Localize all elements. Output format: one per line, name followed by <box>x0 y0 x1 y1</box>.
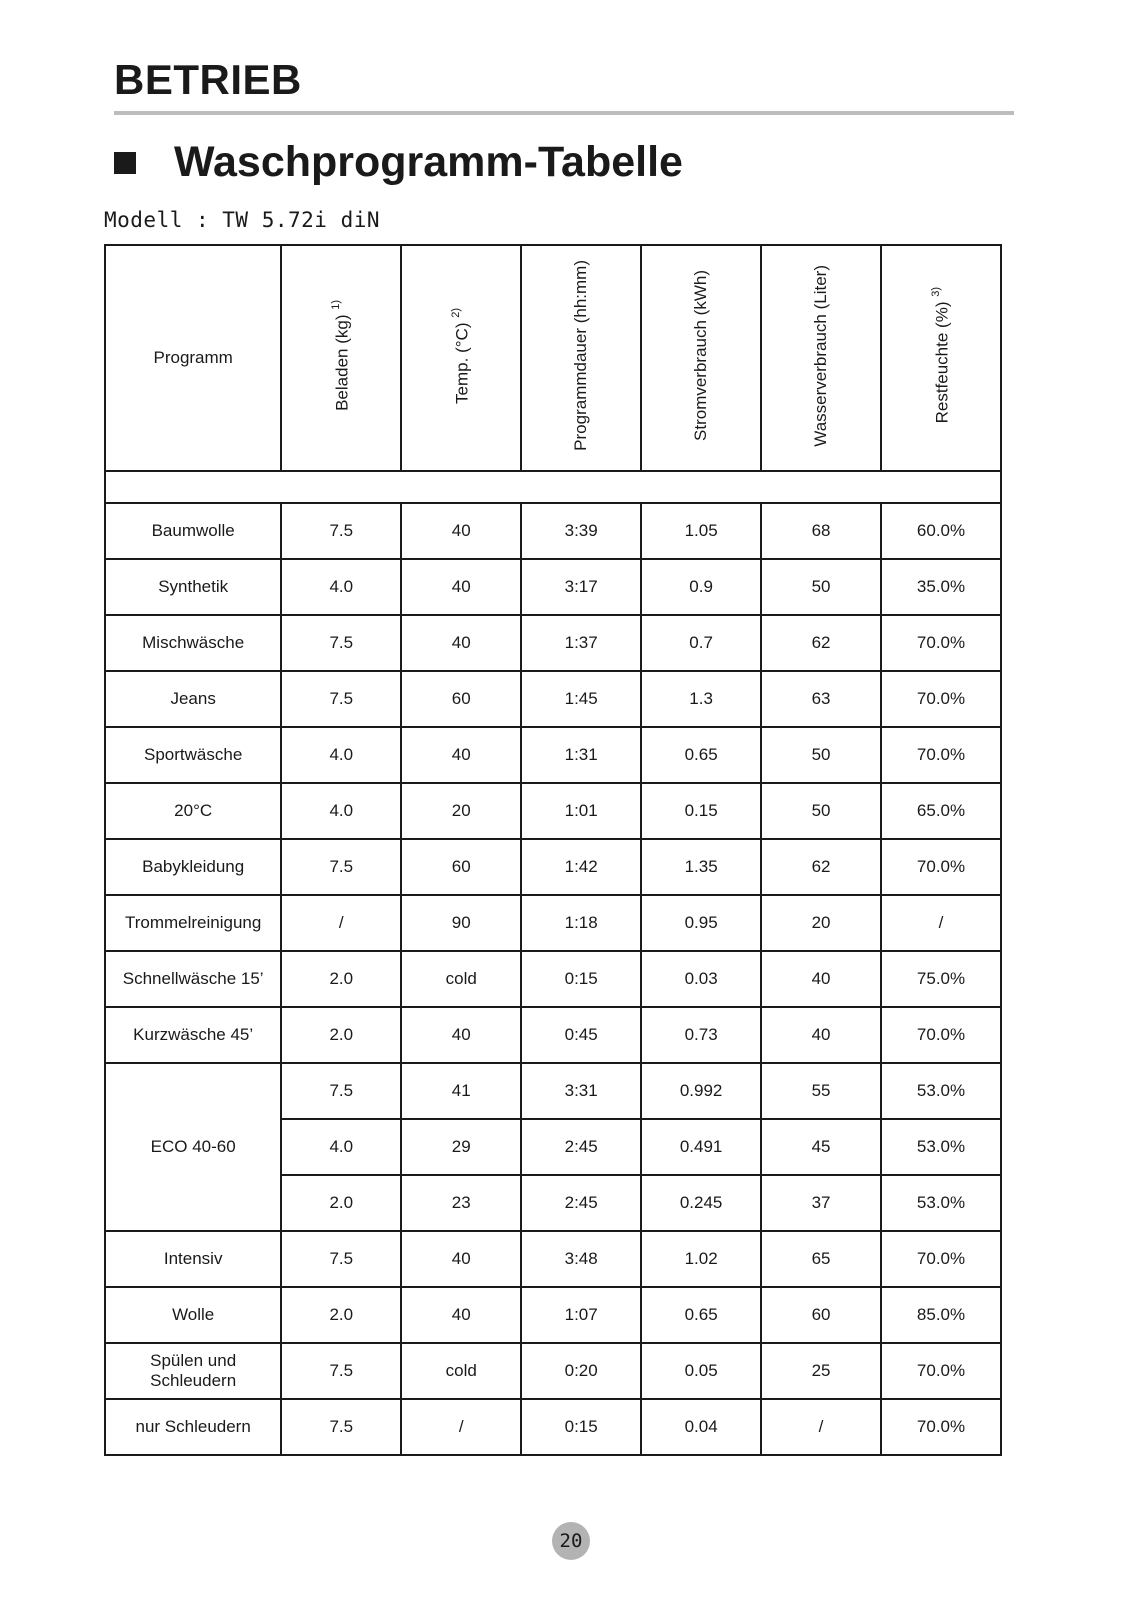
power-cell: 1.05 <box>641 503 761 559</box>
water-cell: 20 <box>761 895 881 951</box>
program-cell: Wolle <box>105 1287 281 1343</box>
program-cell: nur Schleudern <box>105 1399 281 1455</box>
section-title: BETRIEB <box>114 56 302 103</box>
section-divider <box>114 111 1014 115</box>
header-moisture: Restfeuchte (%) $^{3)}$ <box>881 245 1001 471</box>
moisture-cell: 65.0% <box>881 783 1001 839</box>
water-cell: 40 <box>761 1007 881 1063</box>
moisture-cell: 60.0% <box>881 503 1001 559</box>
moisture-cell: / <box>881 895 1001 951</box>
table-row <box>105 1231 1001 1287</box>
wash-program-table <box>104 244 1002 1456</box>
subsection-heading <box>114 138 683 187</box>
water-cell: / <box>761 1399 881 1455</box>
load-cell: 2.0 <box>281 951 401 1007</box>
table-row <box>105 895 1001 951</box>
water-cell: 62 <box>761 615 881 671</box>
moisture-cell: 70.0% <box>881 1399 1001 1455</box>
power-cell: 1.3 <box>641 671 761 727</box>
load-cell: 7.5 <box>281 671 401 727</box>
moisture-cell: 70.0% <box>881 1231 1001 1287</box>
moisture-cell: 70.0% <box>881 671 1001 727</box>
load-cell: 2.0 <box>281 1287 401 1343</box>
power-cell: 0.7 <box>641 615 761 671</box>
temp-cell: 60 <box>401 671 521 727</box>
duration-cell: 1:18 <box>521 895 641 951</box>
duration-cell: 3:48 <box>521 1231 641 1287</box>
program-cell: Intensiv <box>105 1231 281 1287</box>
program-cell: Synthetik <box>105 559 281 615</box>
temp-cell: cold <box>401 951 521 1007</box>
header-power: Stromverbrauch (kWh) <box>641 245 761 471</box>
moisture-cell: 70.0% <box>881 727 1001 783</box>
header-temp: Temp. (°C) $^{2)}$ <box>401 245 521 471</box>
page-number-badge: 20 <box>552 1522 590 1560</box>
temp-cell: 40 <box>401 1231 521 1287</box>
duration-cell: 1:37 <box>521 615 641 671</box>
duration-cell: 1:01 <box>521 783 641 839</box>
program-cell: ECO 40-60 <box>105 1063 281 1231</box>
water-cell: 45 <box>761 1119 881 1175</box>
moisture-cell: 75.0% <box>881 951 1001 1007</box>
program-cell: Babykleidung <box>105 839 281 895</box>
water-cell: 62 <box>761 839 881 895</box>
temp-cell: 60 <box>401 839 521 895</box>
power-cell: 1.02 <box>641 1231 761 1287</box>
duration-cell: 3:39 <box>521 503 641 559</box>
water-cell: 50 <box>761 727 881 783</box>
program-cell: 20°C <box>105 783 281 839</box>
moisture-cell: 70.0% <box>881 1343 1001 1399</box>
temp-cell: 40 <box>401 1007 521 1063</box>
table-row <box>105 503 1001 559</box>
program-cell: Kurzwäsche 45’ <box>105 1007 281 1063</box>
load-cell: / <box>281 895 401 951</box>
program-cell: Mischwäsche <box>105 615 281 671</box>
water-cell: 40 <box>761 951 881 1007</box>
power-cell: 0.04 <box>641 1399 761 1455</box>
model-label: Modell : TW 5.72i diN <box>104 208 381 232</box>
duration-cell: 0:20 <box>521 1343 641 1399</box>
program-cell: Jeans <box>105 671 281 727</box>
water-cell: 55 <box>761 1063 881 1119</box>
table-body <box>105 503 1001 1455</box>
power-cell: 0.03 <box>641 951 761 1007</box>
program-cell: Trommelreinigung <box>105 895 281 951</box>
duration-cell: 1:31 <box>521 727 641 783</box>
header-duration: Programmdauer (hh:mm) <box>521 245 641 471</box>
moisture-cell: 35.0% <box>881 559 1001 615</box>
table-header-row <box>105 245 1001 471</box>
table-row <box>105 1287 1001 1343</box>
duration-cell: 0:45 <box>521 1007 641 1063</box>
water-cell: 37 <box>761 1175 881 1231</box>
table-row <box>105 839 1001 895</box>
temp-cell: cold <box>401 1343 521 1399</box>
moisture-cell: 53.0% <box>881 1063 1001 1119</box>
temp-cell: 40 <box>401 1287 521 1343</box>
power-cell: 0.65 <box>641 1287 761 1343</box>
temp-cell: 40 <box>401 615 521 671</box>
load-cell: 7.5 <box>281 615 401 671</box>
temp-cell: 40 <box>401 727 521 783</box>
temp-cell: 90 <box>401 895 521 951</box>
temp-cell: 23 <box>401 1175 521 1231</box>
table-row <box>105 1063 1001 1119</box>
moisture-cell: 70.0% <box>881 1007 1001 1063</box>
water-cell: 25 <box>761 1343 881 1399</box>
duration-cell: 2:45 <box>521 1175 641 1231</box>
power-cell: 0.992 <box>641 1063 761 1119</box>
moisture-cell: 70.0% <box>881 615 1001 671</box>
header-water: Wasserverbrauch (Liter) <box>761 245 881 471</box>
load-cell: 2.0 <box>281 1175 401 1231</box>
power-cell: 1.35 <box>641 839 761 895</box>
table-row <box>105 951 1001 1007</box>
duration-cell: 3:31 <box>521 1063 641 1119</box>
duration-cell: 3:17 <box>521 559 641 615</box>
water-cell: 63 <box>761 671 881 727</box>
power-cell: 0.95 <box>641 895 761 951</box>
program-cell: Spülen und Schleudern <box>105 1343 281 1399</box>
header-load: Beladen (kg) $^{1)}$ <box>281 245 401 471</box>
load-cell: 7.5 <box>281 1343 401 1399</box>
temp-cell: 20 <box>401 783 521 839</box>
load-cell: 7.5 <box>281 503 401 559</box>
temp-cell: 41 <box>401 1063 521 1119</box>
power-cell: 0.245 <box>641 1175 761 1231</box>
temp-cell: / <box>401 1399 521 1455</box>
power-cell: 0.491 <box>641 1119 761 1175</box>
load-cell: 7.5 <box>281 1399 401 1455</box>
table-row <box>105 1399 1001 1455</box>
table-row <box>105 783 1001 839</box>
power-cell: 0.05 <box>641 1343 761 1399</box>
water-cell: 50 <box>761 783 881 839</box>
load-cell: 4.0 <box>281 727 401 783</box>
water-cell: 60 <box>761 1287 881 1343</box>
duration-cell: 1:07 <box>521 1287 641 1343</box>
load-cell: 4.0 <box>281 1119 401 1175</box>
duration-cell: 1:42 <box>521 839 641 895</box>
load-cell: 7.5 <box>281 1231 401 1287</box>
temp-cell: 40 <box>401 559 521 615</box>
temp-cell: 29 <box>401 1119 521 1175</box>
table-row <box>105 615 1001 671</box>
water-cell: 50 <box>761 559 881 615</box>
load-cell: 7.5 <box>281 839 401 895</box>
duration-cell: 0:15 <box>521 951 641 1007</box>
moisture-cell: 53.0% <box>881 1175 1001 1231</box>
subsection-title: Waschprogramm-Tabelle <box>174 138 683 186</box>
duration-cell: 2:45 <box>521 1119 641 1175</box>
program-cell: Baumwolle <box>105 503 281 559</box>
header-program: Programm <box>105 245 281 471</box>
water-cell: 68 <box>761 503 881 559</box>
power-cell: 0.65 <box>641 727 761 783</box>
table-row <box>105 1343 1001 1399</box>
load-cell: 2.0 <box>281 1007 401 1063</box>
program-cell: Sportwäsche <box>105 727 281 783</box>
load-cell: 4.0 <box>281 559 401 615</box>
square-bullet-icon <box>114 152 136 174</box>
water-cell: 65 <box>761 1231 881 1287</box>
table-row <box>105 559 1001 615</box>
table-row <box>105 727 1001 783</box>
moisture-cell: 70.0% <box>881 839 1001 895</box>
moisture-cell: 85.0% <box>881 1287 1001 1343</box>
power-cell: 0.9 <box>641 559 761 615</box>
power-cell: 0.15 <box>641 783 761 839</box>
load-cell: 7.5 <box>281 1063 401 1119</box>
duration-cell: 0:15 <box>521 1399 641 1455</box>
program-cell: Schnellwäsche 15’ <box>105 951 281 1007</box>
spacer-cell <box>105 471 1001 503</box>
header-spacer-row <box>105 471 1001 503</box>
load-cell: 4.0 <box>281 783 401 839</box>
table-row <box>105 1007 1001 1063</box>
duration-cell: 1:45 <box>521 671 641 727</box>
temp-cell: 40 <box>401 503 521 559</box>
power-cell: 0.73 <box>641 1007 761 1063</box>
moisture-cell: 53.0% <box>881 1119 1001 1175</box>
table-row <box>105 671 1001 727</box>
